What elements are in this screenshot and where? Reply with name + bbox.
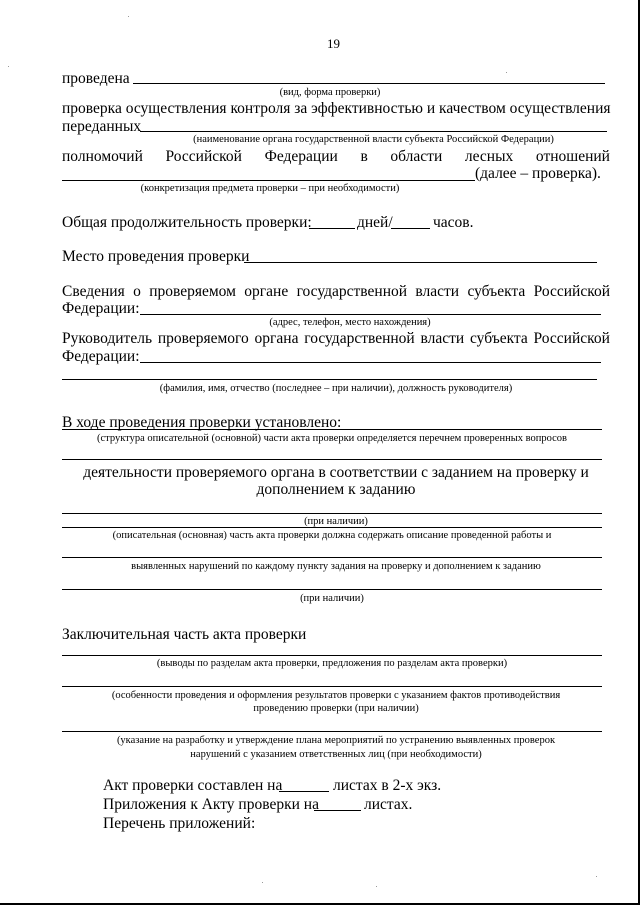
final-caption-3a: (указание на разработку и утверждение плана мероприятий по устранению выявленных проверок (116, 735, 556, 746)
findings-line-5 (62, 557, 602, 558)
final-line-2 (62, 686, 602, 687)
appendix-sheets-label: Приложения к Акту проверки на (103, 796, 319, 813)
final-part-label: Заключительная часть акта проверки (62, 626, 307, 643)
hours-blank (391, 228, 430, 229)
findings-line (62, 429, 602, 430)
authority-name-line (140, 131, 607, 132)
duration-label: Общая продолжительность проверки: (62, 214, 312, 231)
transferred-label: переданных (62, 118, 142, 135)
findings-caption-2: (при наличии) (304, 516, 368, 527)
word: Сведения (62, 283, 125, 300)
final-line-3 (62, 731, 602, 732)
findings-line-2 (62, 459, 602, 460)
word: Российской (165, 148, 242, 165)
word: субъекта (467, 283, 526, 300)
word: отношений (535, 148, 610, 165)
word: Федерации (264, 148, 338, 165)
subject-caption: (конкретизация предмета проверки – при необходимости) (140, 183, 400, 194)
word: области (390, 148, 443, 165)
check-text-line1: проверка осуществления контроля за эффективностью и качеством осуществления (62, 100, 611, 117)
word: власти (420, 330, 465, 347)
word: власти (415, 283, 460, 300)
word: полномочий (62, 148, 143, 165)
scan-speck (596, 876, 597, 877)
hours-label: часов. (433, 214, 474, 231)
final-caption-2a: (особенности проведения и оформления результатов проверки с указанием фактов противодействия (111, 690, 561, 701)
head-name-line2 (62, 379, 597, 380)
scan-speck (128, 16, 129, 17)
word: Российской (533, 283, 610, 300)
scan-speck (376, 886, 377, 887)
findings-caption-3: (описательная (основная) часть акта проверки должна содержать описание проведенной работы и (112, 530, 552, 541)
word: государственной (304, 330, 415, 347)
word: лесных (464, 148, 514, 165)
info-line (62, 283, 610, 301)
place-line (244, 262, 597, 263)
scan-speck (8, 66, 9, 67)
days-blank (309, 228, 355, 229)
federation-label: Федерации: (62, 300, 140, 317)
findings-caption-5: (при наличии) (300, 593, 364, 604)
authority-name-caption: (наименование органа государственной власти субъекта Российской Федерации) (193, 134, 554, 145)
head-name-line (140, 362, 601, 363)
word: Российской (533, 330, 610, 347)
findings-line-6 (62, 589, 602, 590)
word: субъекта (469, 330, 528, 347)
act-sheets-blank (279, 791, 329, 792)
final-caption-3b: нарушений с указанием ответственных лиц (при необходимости) (190, 749, 482, 760)
appendix-sheets-suffix: листах. (364, 796, 413, 813)
word: проверяемого (157, 330, 249, 347)
inspection-type-line (133, 83, 605, 84)
powers-line (62, 148, 610, 166)
act-sheets-label: Акт проверки составлен на (103, 777, 283, 794)
final-caption-1: (выводы по разделам акта проверки, предложения по разделам акта проверки) (156, 658, 508, 669)
scan-speck (506, 72, 507, 73)
appendix-list-label: Перечень приложений: (103, 815, 256, 832)
findings-label: В ходе проведения проверки установлено: (62, 414, 342, 431)
days-label: дней/ (357, 214, 393, 231)
inspection-type-caption: (вид, форма проверки) (279, 87, 381, 98)
hereinafter-text: (далее – проверка). (475, 165, 601, 182)
place-label: Место проведения проверки (62, 248, 250, 265)
word: о (133, 283, 141, 300)
final-caption-2b: проведению проверки (при наличии) (253, 703, 419, 714)
head-federation-label: Федерации: (62, 348, 140, 365)
word: в (360, 148, 368, 165)
conducted-label: проведена (62, 70, 130, 87)
word: органе (244, 283, 289, 300)
findings-center-2: дополнением к заданию (256, 481, 416, 498)
findings-caption-4: выявленных нарушений по каждому пункту задания на проверку и дополнением к заданию (131, 561, 541, 572)
findings-line-3 (62, 513, 602, 514)
word: Руководитель (62, 330, 153, 347)
address-caption: (адрес, телефон, место нахождения) (269, 317, 431, 328)
word: проверяемом (149, 283, 236, 300)
head-caption: (фамилия, имя, отчество (последнее – при наличии), должность руководителя) (159, 383, 513, 394)
head-line (62, 330, 610, 348)
final-line-1 (62, 655, 602, 656)
subject-line (62, 180, 475, 181)
word: органа (254, 330, 299, 347)
findings-caption-1: (структура описательной (основной) части акта проверки определяется перечнем проверенных вопросов (96, 433, 568, 444)
findings-line-4 (62, 527, 602, 528)
word: государственной (296, 283, 408, 300)
act-sheets-suffix: листах в 2-х экз. (333, 777, 442, 794)
findings-center-1: деятельности проверяемого органа в соответствии с заданием на проверку и (83, 464, 589, 481)
appendix-sheets-blank (314, 810, 361, 811)
scan-speck (262, 882, 263, 883)
page-number: 19 (327, 36, 340, 51)
address-line (140, 314, 601, 315)
